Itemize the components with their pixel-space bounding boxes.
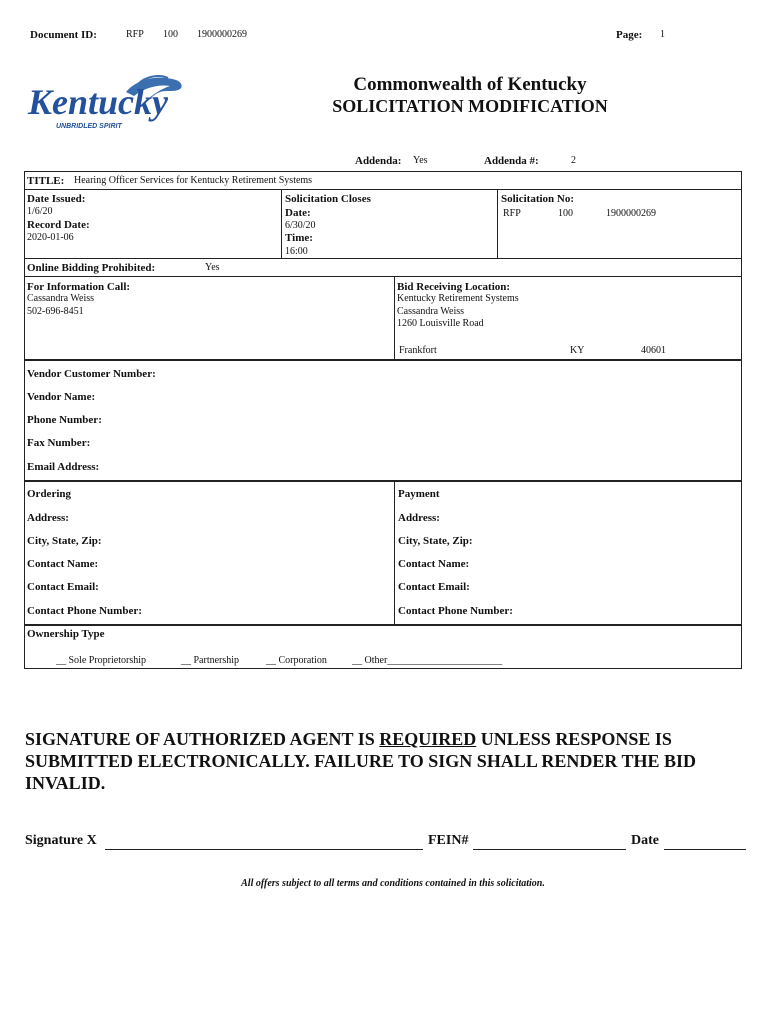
record-date-label: Record Date: <box>27 219 90 231</box>
close-time-label: Time: <box>285 232 313 244</box>
bid-location-state: KY <box>570 345 585 356</box>
solicitation-closes-label: Solicitation Closes <box>285 193 371 205</box>
doc-id-number: 1900000269 <box>197 29 247 40</box>
signature-label: Signature X <box>25 833 97 848</box>
payment-city-label: City, State, Zip: <box>398 535 473 547</box>
vendor-name-label: Vendor Name: <box>27 391 96 403</box>
date-issued-value: 1/6/20 <box>27 206 53 217</box>
ordering-title: Ordering <box>27 488 71 500</box>
vendor-phone-label: Phone Number: <box>27 414 102 426</box>
vendor-email-label: Email Address: <box>27 461 100 473</box>
close-date-label: Date: <box>285 207 311 219</box>
bid-location-line3: 1260 Louisville Road <box>397 318 484 329</box>
close-time-value: 16:00 <box>285 246 308 257</box>
date-line[interactable] <box>664 849 746 850</box>
horse-logo-icon <box>26 70 186 132</box>
page-number: 1 <box>660 29 665 40</box>
signature-notice-required: REQUIRED <box>379 729 477 749</box>
title-value: Hearing Officer Services for Kentucky Retirement Systems <box>74 175 313 186</box>
page-label: Page: <box>616 29 643 41</box>
vendor-customer-number-label: Vendor Customer Number: <box>27 368 156 380</box>
fein-line[interactable] <box>473 849 626 850</box>
date-label: Date <box>631 833 659 848</box>
logo-tagline: UNBRIDLED SPIRIT <box>56 123 122 130</box>
ordering-address-label: Address: <box>27 512 69 524</box>
bid-location-zip: 40601 <box>641 345 666 356</box>
solicitation-number-dept: 100 <box>558 208 573 219</box>
record-date-value: 2020-01-06 <box>27 232 74 243</box>
page-title: SOLICITATION MODIFICATION <box>332 96 608 116</box>
addenda-number-value: 2 <box>571 155 576 166</box>
ordering-city-label: City, State, Zip: <box>27 535 102 547</box>
signature-notice-part2: UNLESS RESPONSE IS SUBMITTED ELECTRONICALLY. FAILURE TO SIGN SHALL RENDER THE BID INVALID. <box>25 729 697 793</box>
bid-location-line2: Cassandra Weiss <box>397 306 465 317</box>
svg-text:Kentucky: Kentucky <box>28 82 168 122</box>
solicitation-number-label: Solicitation No: <box>501 193 575 205</box>
ownership-partnership[interactable]: __ Partnership <box>181 655 240 666</box>
payment-contact-name-label: Contact Name: <box>398 558 470 570</box>
addenda-label: Addenda: <box>355 155 402 167</box>
ownership-title: Ownership Type <box>27 628 105 640</box>
online-bidding-value: Yes <box>205 262 220 273</box>
bid-location-line1: Kentucky Retirement Systems <box>397 293 519 304</box>
info-call-name: Cassandra Weiss <box>27 293 95 304</box>
payment-address-label: Address: <box>398 512 440 524</box>
vendor-fax-label: Fax Number: <box>27 437 91 449</box>
addenda-number-label: Addenda #: <box>484 155 539 167</box>
info-call-label: For Information Call: <box>27 281 131 293</box>
ordering-contact-phone-label: Contact Phone Number: <box>27 605 142 617</box>
bid-location-city: Frankfort <box>399 345 437 356</box>
fein-label: FEIN# <box>428 833 469 848</box>
doc-id-type: RFP <box>126 29 144 40</box>
doc-id-label: Document ID: <box>30 29 97 41</box>
payment-contact-email-label: Contact Email: <box>398 581 470 593</box>
payment-title: Payment <box>398 488 440 500</box>
ownership-corporation[interactable]: __ Corporation <box>266 655 327 666</box>
online-bidding-label: Online Bidding Prohibited: <box>27 262 156 274</box>
ownership-sole[interactable]: __ Sole Proprietorship <box>56 655 146 666</box>
solicitation-number-value: 1900000269 <box>606 208 656 219</box>
signature-notice <box>25 728 755 794</box>
addenda-value: Yes <box>413 155 428 166</box>
date-issued-label: Date Issued: <box>27 193 86 205</box>
title-label: TITLE: <box>27 175 65 187</box>
info-call-phone: 502-696-8451 <box>27 306 84 317</box>
ordering-contact-name-label: Contact Name: <box>27 558 99 570</box>
bid-location-label: Bid Receiving Location: <box>397 281 511 293</box>
ownership-other[interactable]: __ Other_______________________ <box>352 655 503 666</box>
kentucky-logo <box>26 70 186 132</box>
ordering-contact-email-label: Contact Email: <box>27 581 99 593</box>
heading-line1: Commonwealth of Kentucky <box>353 74 587 95</box>
footer-note: All offers subject to all terms and conditions contained in this solicitation. <box>241 878 545 889</box>
solicitation-number-type: RFP <box>503 208 521 219</box>
signature-line[interactable] <box>105 849 423 850</box>
close-date-value: 6/30/20 <box>285 220 316 231</box>
doc-id-dept: 100 <box>163 29 178 40</box>
payment-contact-phone-label: Contact Phone Number: <box>398 605 513 617</box>
signature-notice-part1: SIGNATURE OF AUTHORIZED AGENT IS <box>25 729 380 749</box>
